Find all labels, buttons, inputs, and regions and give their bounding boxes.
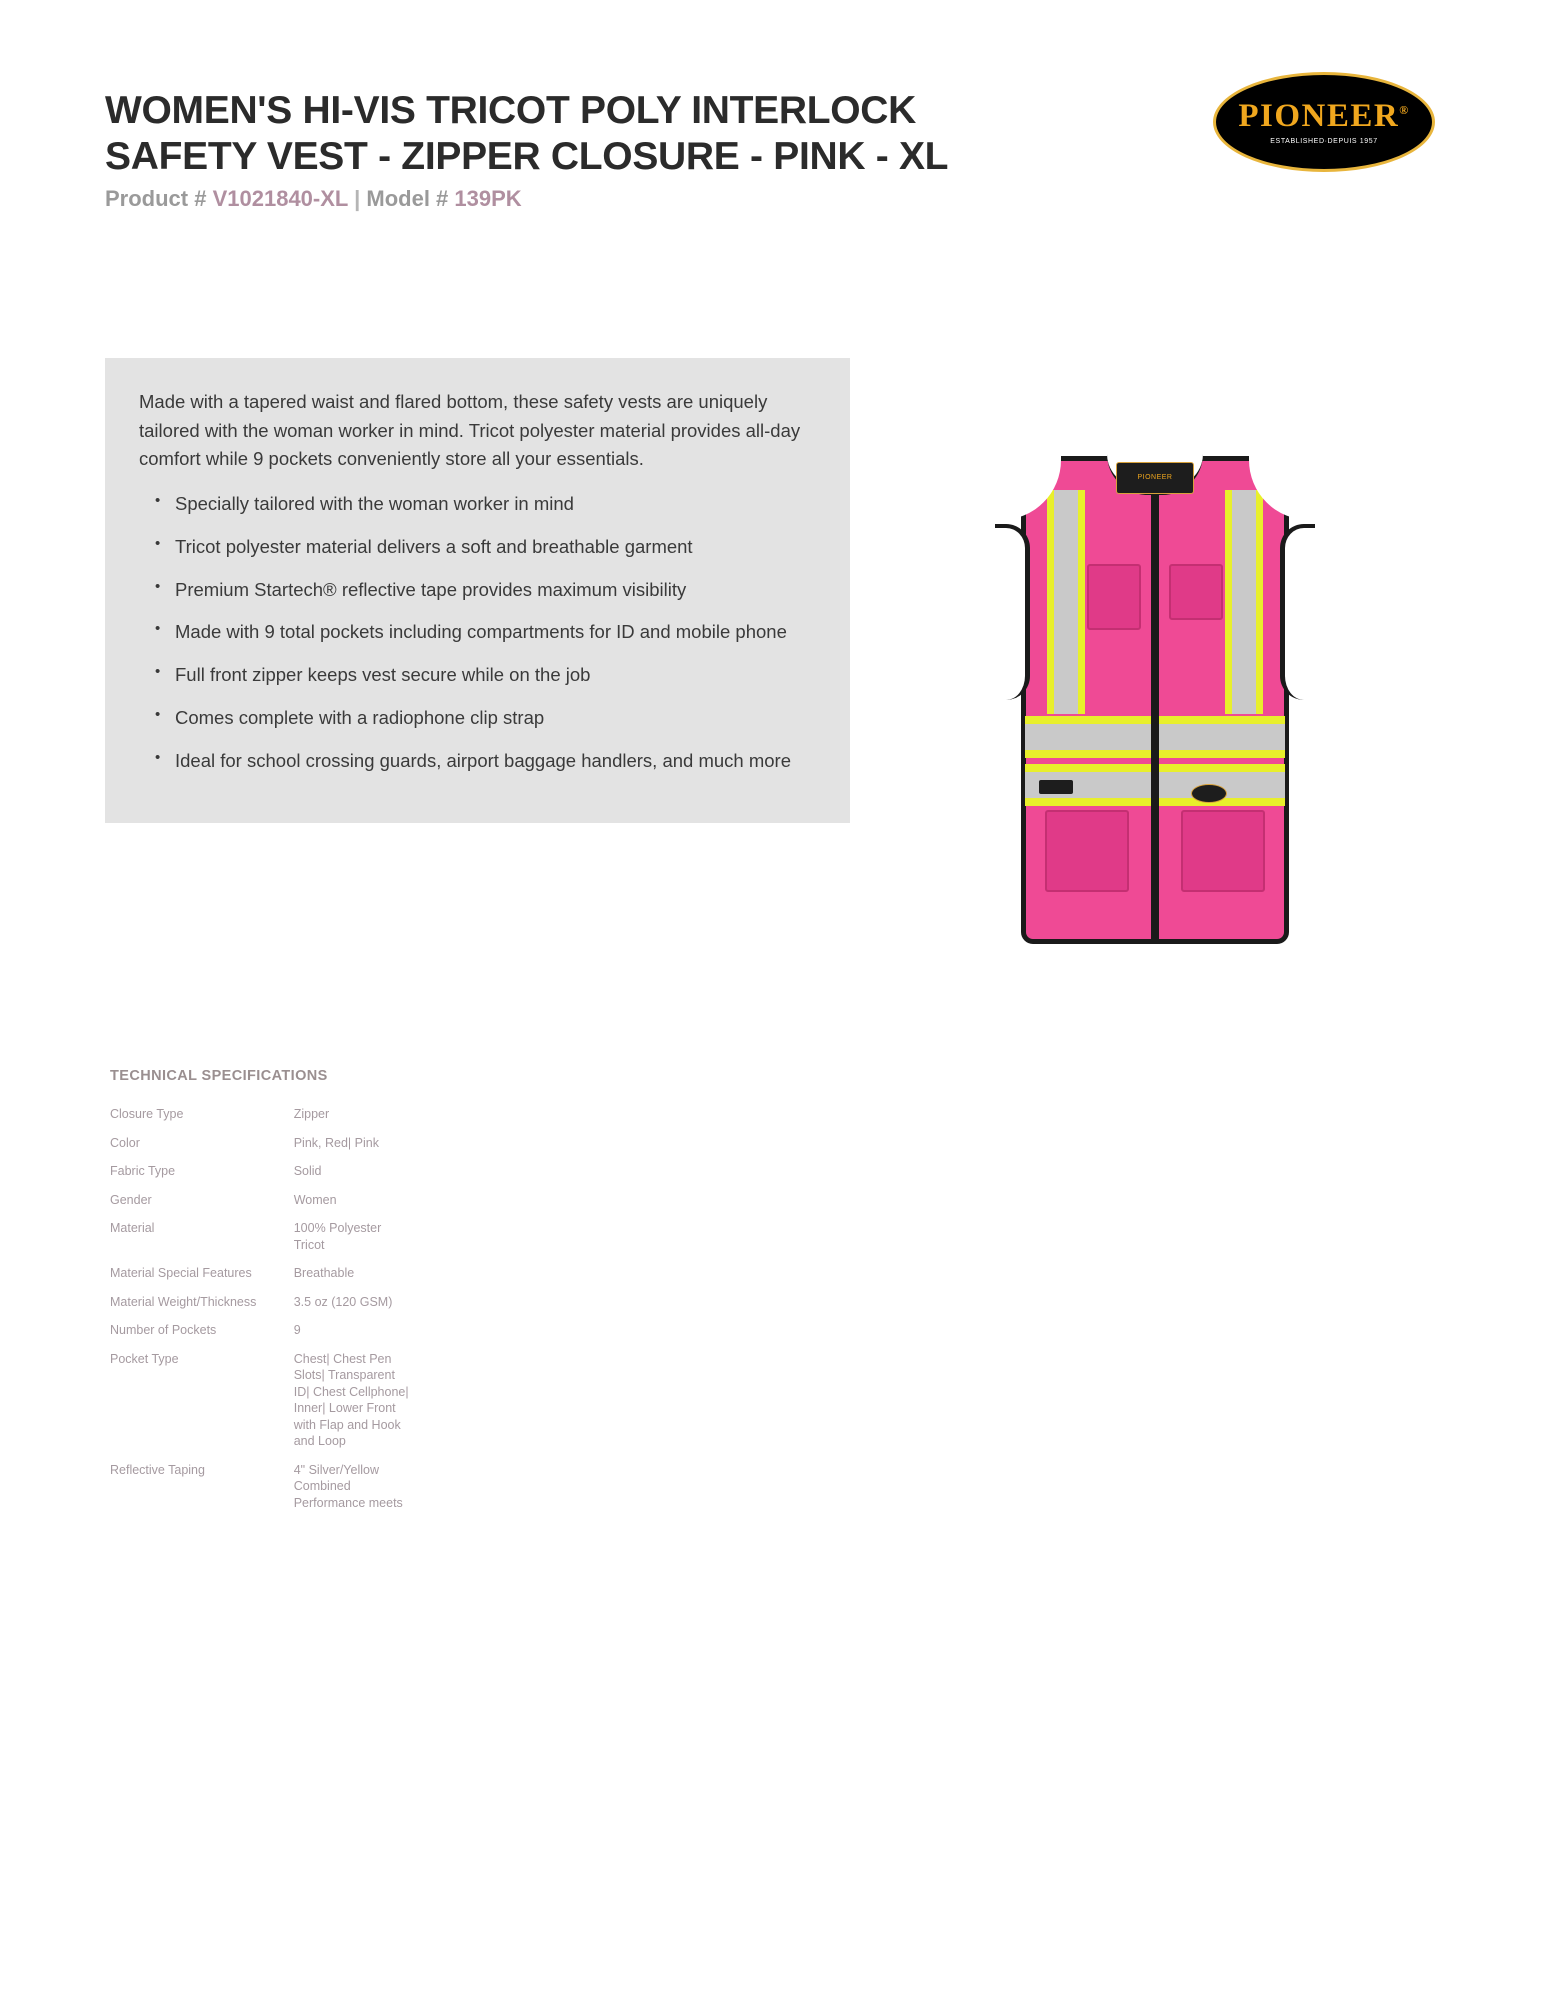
front-zipper <box>1151 486 1159 944</box>
table-row <box>110 1322 410 1351</box>
spec-key: Material <box>110 1221 155 1235</box>
product-number-value: V1021840-XL <box>212 186 348 212</box>
spec-value: Breathable <box>293 1266 355 1280</box>
spec-value: Zipper <box>293 1107 330 1121</box>
spec-value: Pink, Red| Pink <box>293 1135 379 1150</box>
product-number-label: Product # <box>105 186 207 212</box>
list-item: • Specially tailored with the woman worker in mind <box>139 490 816 518</box>
spec-key: Number of Pockets <box>110 1323 217 1337</box>
table-row <box>110 1163 410 1192</box>
safety-vest-illustration <box>995 428 1315 958</box>
spec-key: Fabric Type <box>110 1164 176 1178</box>
list-item: • Premium Startech® reflective tape provides maximum visibility <box>139 576 816 604</box>
lower-pocket-left <box>1045 810 1129 892</box>
reflective-stripe-left <box>1047 490 1085 714</box>
registered-mark-icon: ® <box>1399 102 1410 117</box>
spec-key: Material Weight/Thickness <box>110 1294 257 1309</box>
armhole-right <box>1280 524 1315 700</box>
spec-value: 100% Polyester Tricot <box>293 1221 382 1252</box>
list-item: • Made with 9 total pockets including compartments for ID and mobile phone <box>139 618 816 646</box>
lower-pocket-right <box>1181 810 1265 892</box>
spec-key: Pocket Type <box>110 1351 179 1366</box>
spec-key: Reflective Taping <box>110 1462 205 1477</box>
logo-wordmark <box>1238 97 1410 134</box>
brand-badge-icon <box>1191 784 1227 803</box>
side-label-tag <box>1039 780 1073 794</box>
spec-value: Chest| Chest Pen Slots| Transparent ID| Chest Cellphone| Inner| Lower Front with Flap and Hook and Loop <box>293 1351 409 1448</box>
spec-value: 4" Silver/Yellow Combined Performance meets <box>293 1462 403 1510</box>
spec-value: 3.5 oz (120 GSM) <box>293 1294 393 1309</box>
technical-specifications <box>110 1068 530 1523</box>
description-panel <box>105 358 850 823</box>
spec-key: Gender <box>110 1192 152 1207</box>
table-row <box>110 1135 410 1164</box>
table-row <box>110 1294 410 1323</box>
table-row <box>110 1220 410 1265</box>
table-row <box>110 1265 410 1294</box>
tech-specs-heading: TECHNICAL SPECIFICATIONS <box>110 1068 328 1084</box>
spec-key: Closure Type <box>110 1107 184 1121</box>
table-row <box>110 1462 410 1524</box>
product-image <box>870 410 1440 980</box>
chest-pocket-left <box>1087 564 1141 630</box>
model-number-value: 139PK <box>454 186 522 212</box>
chest-pocket-right <box>1169 564 1223 620</box>
product-identifiers <box>105 186 1435 212</box>
model-number-label: Model # <box>366 186 449 212</box>
identifier-separator: | <box>354 186 361 212</box>
table-row <box>110 1351 410 1462</box>
neck-label-tag: PIONEER <box>1116 462 1194 494</box>
logo-tagline: ESTABLISHED·DEPUIS 1957 <box>1270 137 1378 145</box>
table-row <box>110 1106 410 1135</box>
spec-value: Solid <box>293 1164 322 1178</box>
table-row <box>110 1192 410 1221</box>
spec-table <box>110 1106 410 1523</box>
spec-key: Material Special Features <box>110 1266 252 1280</box>
logo-word-text: PIONEER <box>1238 97 1400 134</box>
page-title: WOMEN'S HI-VIS TRICOT POLY INTERLOCK SAFETY VEST - ZIPPER CLOSURE - PINK - XL <box>105 89 949 179</box>
spec-key: Color <box>110 1135 140 1150</box>
list-item: • Tricot polyester material delivers a soft and breathable garment <box>139 533 816 561</box>
feature-list <box>139 490 816 774</box>
list-item: • Ideal for school crossing guards, airport baggage handlers, and much more <box>139 747 816 775</box>
brand-logo <box>1213 72 1435 172</box>
list-item: • Full front zipper keeps vest secure while on the job <box>139 661 816 689</box>
spec-value: Women <box>293 1192 337 1207</box>
description-paragraph: Made with a tapered waist and flared bottom, these safety vests are uniquely tailored with the woman worker in mind. Tricot polyester material provides all-day comfort while 9 pockets conveniently store all your essentials. <box>139 391 801 470</box>
list-item: • Comes complete with a radiophone clip strap <box>139 704 816 732</box>
armhole-left <box>995 524 1030 700</box>
logo-oval-shape <box>1213 72 1435 172</box>
reflective-stripe-right <box>1225 490 1263 714</box>
spec-value: 9 <box>293 1323 301 1337</box>
